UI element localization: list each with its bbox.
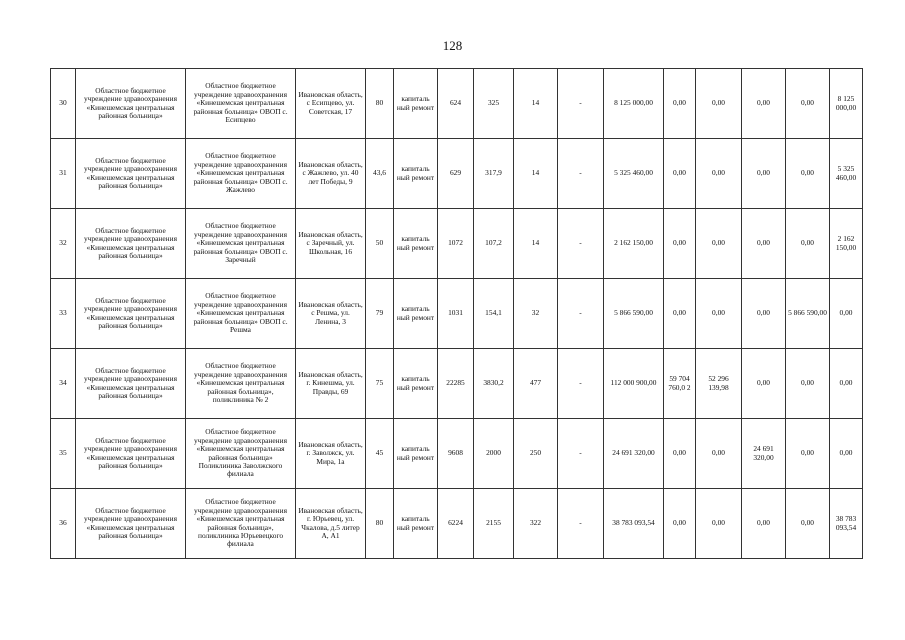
work-type-cell: капиталь ный ремонт [394, 279, 438, 349]
work-type-cell: капиталь ный ремонт [394, 69, 438, 139]
capacity-cell: 250 [514, 419, 558, 489]
wear-percent-cell: 50 [366, 209, 394, 279]
facility-name-cell: Областное бюджетное учреждение здравоохранения «Кинешемская центральная районная больница», поликлиника Юрьевецкого филиала [186, 489, 296, 559]
facility-name-cell: Областное бюджетное учреждение здравоохранения «Кинешемская центральная районная больница», поликлиника № 2 [186, 349, 296, 419]
cost-year-2-cell: 0,00 [696, 279, 742, 349]
organization-cell: Областное бюджетное учреждение здравоохранения «Кинешемская центральная районная больница» [76, 69, 186, 139]
cost-year-3-cell: 0,00 [742, 489, 786, 559]
capacity-cell: 32 [514, 279, 558, 349]
cost-year-1-cell: 0,00 [664, 139, 696, 209]
cost-year-5-cell: 0,00 [830, 349, 863, 419]
cost-year-1-cell: 0,00 [664, 489, 696, 559]
work-type-cell: капиталь ный ремонт [394, 209, 438, 279]
capacity-cell: 14 [514, 69, 558, 139]
wear-percent-cell: 79 [366, 279, 394, 349]
dash-cell: - [558, 139, 604, 209]
cost-year-2-cell: 0,00 [696, 419, 742, 489]
cost-year-4-cell: 0,00 [786, 349, 830, 419]
dash-cell: - [558, 279, 604, 349]
wear-percent-cell: 43,6 [366, 139, 394, 209]
facility-name-cell: Областное бюджетное учреждение здравоохранения «Кинешемская центральная районная больница» ОВОП с. Жажлево [186, 139, 296, 209]
volume-cell: 2155 [474, 489, 514, 559]
facility-name-cell: Областное бюджетное учреждение здравоохранения «Кинешемская центральная районная больница» Поликлиника Заволжского филиала [186, 419, 296, 489]
organization-cell: Областное бюджетное учреждение здравоохранения «Кинешемская центральная районная больница» [76, 349, 186, 419]
cost-year-5-cell: 8 125 000,00 [830, 69, 863, 139]
table-body [51, 69, 863, 559]
dash-cell: - [558, 69, 604, 139]
row-number-cell: 32 [51, 209, 76, 279]
cost-year-3-cell: 0,00 [742, 209, 786, 279]
facility-name-cell: Областное бюджетное учреждение здравоохранения «Кинешемская центральная районная больница» ОВОП с. Решма [186, 279, 296, 349]
organization-cell: Областное бюджетное учреждение здравоохранения «Кинешемская центральная районная больница» [76, 489, 186, 559]
area-cell: 9608 [438, 419, 474, 489]
cost-year-5-cell: 2 162 150,00 [830, 209, 863, 279]
work-type-cell: капиталь ный ремонт [394, 349, 438, 419]
address-cell: Ивановская область, г. Заволжск, ул. Мира, 1а [296, 419, 366, 489]
table-row [51, 489, 863, 559]
volume-cell: 325 [474, 69, 514, 139]
row-number-cell: 33 [51, 279, 76, 349]
table-row [51, 139, 863, 209]
cost-year-5-cell: 0,00 [830, 419, 863, 489]
wear-percent-cell: 45 [366, 419, 394, 489]
table-row [51, 69, 863, 139]
cost-year-3-cell: 0,00 [742, 279, 786, 349]
row-number-cell: 31 [51, 139, 76, 209]
cost-year-3-cell: 0,00 [742, 69, 786, 139]
cost-year-5-cell: 38 783 093,54 [830, 489, 863, 559]
dash-cell: - [558, 419, 604, 489]
cost-year-1-cell: 0,00 [664, 209, 696, 279]
row-number-cell: 30 [51, 69, 76, 139]
cost-year-4-cell: 0,00 [786, 419, 830, 489]
capacity-cell: 477 [514, 349, 558, 419]
total-cost-cell: 112 000 900,00 [604, 349, 664, 419]
volume-cell: 317,9 [474, 139, 514, 209]
table-row [51, 419, 863, 489]
cost-year-4-cell: 0,00 [786, 489, 830, 559]
cost-year-4-cell: 0,00 [786, 69, 830, 139]
cost-year-5-cell: 5 325 460,00 [830, 139, 863, 209]
address-cell: Ивановская область, г. Юрьевец, ул. Чкалова, д.5 литер А, А1 [296, 489, 366, 559]
organization-cell: Областное бюджетное учреждение здравоохранения «Кинешемская центральная районная больница» [76, 209, 186, 279]
volume-cell: 154,1 [474, 279, 514, 349]
work-type-cell: капиталь ный ремонт [394, 419, 438, 489]
cost-year-1-cell: 0,00 [664, 419, 696, 489]
wear-percent-cell: 80 [366, 489, 394, 559]
row-number-cell: 36 [51, 489, 76, 559]
facility-name-cell: Областное бюджетное учреждение здравоохранения «Кинешемская центральная районная больница» ОВОП с. Есипцево [186, 69, 296, 139]
volume-cell: 3830,2 [474, 349, 514, 419]
address-cell: Ивановская область, с Заречный, ул. Школьная, 16 [296, 209, 366, 279]
organization-cell: Областное бюджетное учреждение здравоохранения «Кинешемская центральная районная больница» [76, 419, 186, 489]
total-cost-cell: 38 783 093,54 [604, 489, 664, 559]
area-cell: 1031 [438, 279, 474, 349]
page-number: 128 [442, 38, 463, 53]
address-cell: Ивановская область, с Жажлево, ул. 40 лет Победы, 9 [296, 139, 366, 209]
cost-year-2-cell: 0,00 [696, 209, 742, 279]
work-type-cell: капиталь ный ремонт [394, 489, 438, 559]
table-row [51, 209, 863, 279]
address-cell: Ивановская область, с Есипцево, ул. Советская, 17 [296, 69, 366, 139]
facility-name-cell: Областное бюджетное учреждение здравоохранения «Кинешемская центральная районная больница» ОВОП с. Заречный [186, 209, 296, 279]
total-cost-cell: 8 125 000,00 [604, 69, 664, 139]
area-cell: 1072 [438, 209, 474, 279]
cost-year-4-cell: 0,00 [786, 139, 830, 209]
cost-year-2-cell: 0,00 [696, 139, 742, 209]
cost-year-5-cell: 0,00 [830, 279, 863, 349]
capacity-cell: 14 [514, 209, 558, 279]
cost-year-2-cell: 52 296 139,98 [696, 349, 742, 419]
wear-percent-cell: 75 [366, 349, 394, 419]
work-type-cell: капиталь ный ремонт [394, 139, 438, 209]
dash-cell: - [558, 349, 604, 419]
organization-cell: Областное бюджетное учреждение здравоохранения «Кинешемская центральная районная больница» [76, 279, 186, 349]
area-cell: 22285 [438, 349, 474, 419]
capacity-cell: 14 [514, 139, 558, 209]
cost-year-1-cell: 0,00 [664, 69, 696, 139]
cost-year-4-cell: 0,00 [786, 209, 830, 279]
area-cell: 624 [438, 69, 474, 139]
total-cost-cell: 5 866 590,00 [604, 279, 664, 349]
table-row [51, 349, 863, 419]
wear-percent-cell: 80 [366, 69, 394, 139]
dash-cell: - [558, 489, 604, 559]
cost-year-4-cell: 5 866 590,00 [786, 279, 830, 349]
capacity-cell: 322 [514, 489, 558, 559]
table-row [51, 279, 863, 349]
address-cell: Ивановская область, г. Кинешма, ул. Правды, 69 [296, 349, 366, 419]
volume-cell: 2000 [474, 419, 514, 489]
address-cell: Ивановская область, с Решма, ул. Ленина, 3 [296, 279, 366, 349]
capital-repair-table [50, 68, 863, 559]
row-number-cell: 34 [51, 349, 76, 419]
cost-year-2-cell: 0,00 [696, 69, 742, 139]
row-number-cell: 35 [51, 419, 76, 489]
cost-year-1-cell: 0,00 [664, 279, 696, 349]
total-cost-cell: 24 691 320,00 [604, 419, 664, 489]
volume-cell: 107,2 [474, 209, 514, 279]
cost-year-3-cell: 0,00 [742, 139, 786, 209]
cost-year-3-cell: 24 691 320,00 [742, 419, 786, 489]
total-cost-cell: 2 162 150,00 [604, 209, 664, 279]
cost-year-3-cell: 0,00 [742, 349, 786, 419]
organization-cell: Областное бюджетное учреждение здравоохранения «Кинешемская центральная районная больница» [76, 139, 186, 209]
dash-cell: - [558, 209, 604, 279]
area-cell: 629 [438, 139, 474, 209]
total-cost-cell: 5 325 460,00 [604, 139, 664, 209]
cost-year-1-cell: 59 704 760,0 2 [664, 349, 696, 419]
area-cell: 6224 [438, 489, 474, 559]
cost-year-2-cell: 0,00 [696, 489, 742, 559]
